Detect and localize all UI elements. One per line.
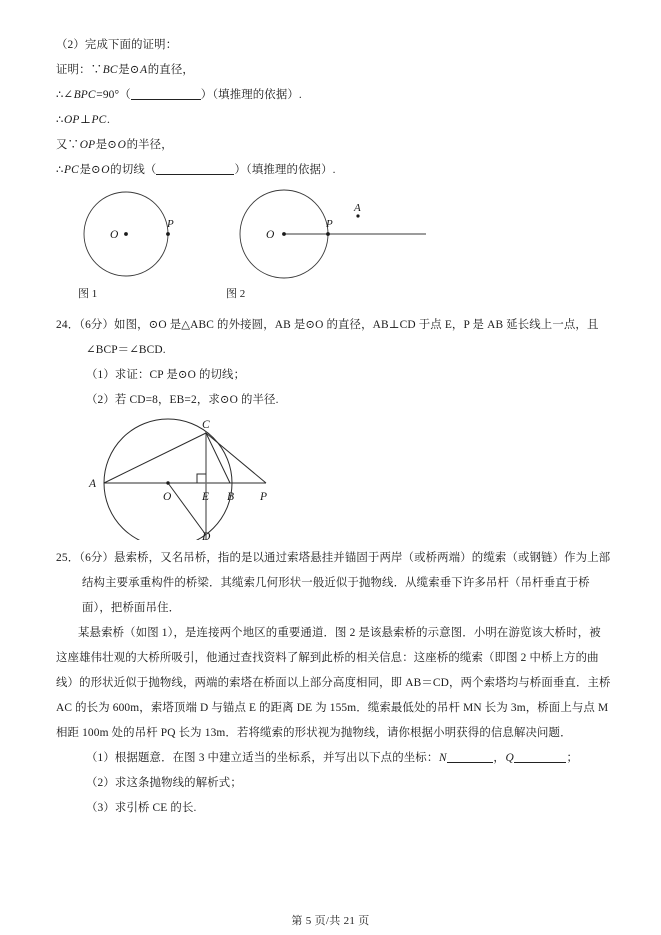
question-25-paragraph-1 [56,546,612,621]
proof-line-2-var1: BPC [73,89,96,101]
reason-blank-2[interactable] [156,174,234,175]
proof-line-3-var1: OP [64,114,80,126]
proof-line-2-mid: =90°（ [96,89,131,101]
center-dot-2 [282,232,286,236]
figure-1-drawing [74,189,189,284]
proof-line-3-post: . [107,114,110,126]
proof-line-2-post: ）（填推理的依据）. [200,89,302,101]
proof-line-3-pre: ∴ [56,114,64,126]
point-a-dot-2 [356,214,359,217]
question-24-figure-wrap [56,415,612,540]
center-dot-1 [124,232,128,236]
proof-line-5-post2: ）（填推理的依据）. [234,164,336,176]
segment-ac [104,433,206,483]
proof-line-2-pre: ∴∠ [56,89,74,101]
proof-line-1-mid: 是⊙ [118,64,140,76]
question-25-para1-text: 悬索桥，又名吊桥，指的是以通过索塔悬挂并锚固于两岸（或桥两端）的缆索（或钢链）作为上部结构主要承重构件的桥梁．其缆索几何形状一般近似于抛物线．从缆索垂下许多吊杆（吊杆垂直于桥面），把桥面吊住． [82,552,611,614]
question-25-points: （6分） [79,552,115,564]
proof-line-1 [56,58,612,83]
label-b-24: B [227,491,235,503]
question-24-stem-line2: ∠BCP＝∠BCD. [86,344,166,356]
right-angle-mark [197,474,206,483]
label-a-24: A [89,478,97,490]
answer-blank-q[interactable] [514,762,566,763]
proof-line-3-var2: PC [91,114,107,126]
proof-line-4-post: 的半径， [126,139,173,151]
proof-line-4-mid: 是⊙ [95,139,118,151]
question-25-sub1-var-q: Q [505,752,514,764]
proof-line-1-post: 的直径， [147,64,194,76]
figure-2 [226,189,436,300]
proof-line-1-var1: BC [102,64,118,76]
page-content [56,33,612,821]
label-o-24: O [163,491,172,503]
figure-2-caption: 图 2 [226,288,246,300]
segment-cp [206,433,266,483]
label-o-1: O [110,229,119,241]
proof-line-3 [56,108,612,133]
proof-line-5-var1: PC [64,164,79,176]
label-e-24: E [202,491,210,503]
proof-line-5-post: 的切线（ [110,164,157,176]
question-25-number: 25 [56,552,68,564]
proof-prompt: （2）完成下面的证明： [56,39,178,51]
proof-line-4-pre: 又∵ [56,139,80,151]
label-p-24: P [260,491,268,503]
label-p-1: P [167,218,174,230]
proof-line-1-var2: A [140,64,148,76]
question-25-dot: ． [67,552,80,564]
proof-line-4-var1: OP [79,139,96,151]
label-o-2: O [266,229,275,241]
proof-line-5 [56,158,612,183]
question-24-stem-line1 [56,313,612,338]
proof-line-3-mid: ⊥ [80,114,91,126]
question-24-sub-2: （2）若 CD=8，EB=2，求⊙O 的半径. [86,394,279,406]
question-25-sub-3: （3）求引桥 CE 的长. [86,802,197,814]
figure-1-caption: 图 1 [78,288,98,300]
label-p-2: P [326,218,333,230]
page-footer: 第 5 页/共 21 页 [291,915,370,927]
proof-line-4 [56,133,612,158]
question-24-sub-1: （1）求证：CP 是⊙O 的切线； [86,369,246,381]
point-p-dot-1 [166,232,170,236]
question-24-figure [80,415,320,540]
proof-line-5-mid: 是⊙ [79,164,101,176]
proof-line-2 [56,83,612,108]
figure-2-drawing [226,189,436,284]
label-a-2: A [354,202,361,214]
question-24-points: （6分） [79,319,115,331]
question-25-sub-2: （2）求这条抛物线的解析式； [86,777,242,789]
question-24-stem-text1: 如图，⊙O 是△ABC 的外接圆，AB 是⊙O 的直径，AB⊥CD 于点 E，P 是 AB 延长线上一点，且 [114,319,599,331]
label-c-24: C [202,419,210,431]
figure-1 [74,189,189,300]
label-d-24: D [202,531,211,540]
circle-figures-row [56,189,612,301]
segment-od [168,483,206,535]
question-25-sub-1 [56,746,612,771]
center-dot-24 [166,481,169,484]
point-p-dot-2 [326,232,330,236]
question-25-paragraph-2: 某悬索桥（如图 1），是连接两个地区的重要通道．图 2 是该悬索桥的示意图．小明在游览该大桥时，被这座雄伟壮观的大桥所吸引，他通过查找资料了解到此桥的相关信息：这座桥的缆索（即图 2 中桥上方的曲线）的形状近似于抛物线，两端的索塔在桥面以上部分高度相同，即 AB＝CD，两个索塔均与桥面垂直．主桥 AC 的长为 600m，索塔顶端 D 与锚点 E 的距离 DE 为 155m．缆索最低处的吊杆 MN 长为 3m，桥面上与点 M 相距 100m 处的吊杆 PQ 长为 13m．若将缆索的形状视为抛物线，请你根据小明获得的信息解决问题． [56,627,611,739]
answer-blank-n[interactable] [447,762,493,763]
circle-o-24 [104,419,235,540]
proof-line-4-var2: O [117,139,126,151]
reason-blank-1[interactable] [131,99,201,100]
proof-line-1-pre: 证明：∵ [56,64,103,76]
question-24-dot: ． [67,319,80,331]
question-25-sub1-var-n: N [438,752,447,764]
question-25-sub1-sep: ， [493,752,505,764]
proof-line-5-pre: ∴ [56,164,64,176]
question-24-number: 24 [56,319,68,331]
question-25-sub1-suffix: ； [566,752,578,764]
question-25-sub1-prefix: （1）根据题意．在图 3 中建立适当的坐标系，并写出以下点的坐标： [86,752,439,764]
proof-line-5-var2: O [101,164,110,176]
